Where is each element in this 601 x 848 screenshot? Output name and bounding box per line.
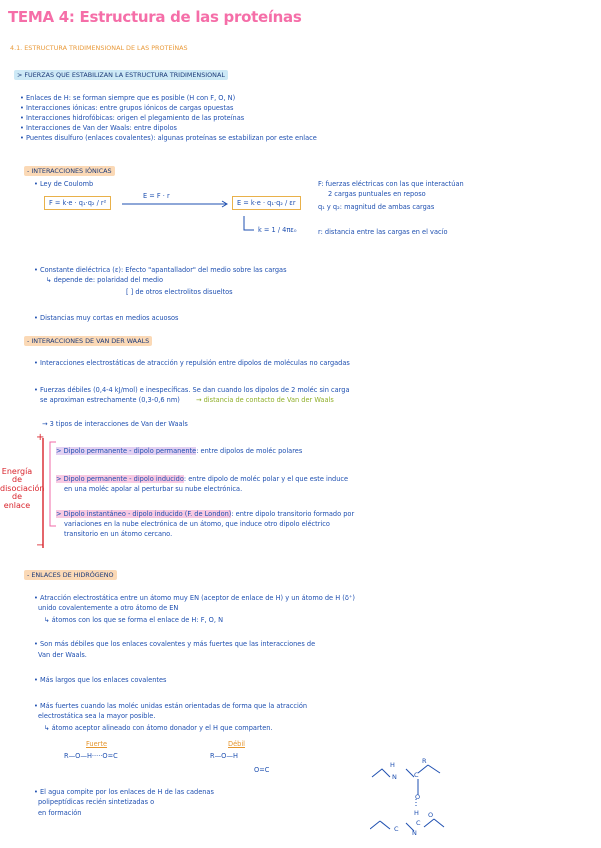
section-subtitle: 4.1. ESTRUCTURA TRIDIMENSIONAL DE LAS PROTEÍNAS [10, 44, 188, 52]
ionic-heading: - INTERACCIONES IÓNICAS [24, 166, 115, 176]
type1-desc: : entre dipolos de moléc polares [196, 447, 303, 455]
definition: r: distancia entre las cargas en el vacío [318, 228, 448, 236]
svg-text:N: N [412, 829, 417, 837]
definition: F: fuerzas eléctricas con las que interactúan [318, 180, 464, 188]
depends-text: [ ] de otros electrolitos disueltos [126, 288, 233, 296]
energy-axis-label: Energía de disociación de enlace [0, 467, 45, 510]
type3-desc-cont: variaciones en la nube electrónica de un átomo, que induce otro dipolo eléctrico [64, 520, 330, 528]
k-constant: k = 1 / 4πε₀ [258, 226, 297, 234]
weak-label: Débil [228, 740, 245, 748]
hbond-heading: - ENLACES DE HIDRÓGENO [24, 570, 117, 580]
svg-text:O: O [428, 811, 434, 819]
corner-arrow-icon [242, 216, 256, 234]
coulomb-formula-box: F = k·e · q₁·q₂ / r² [44, 196, 111, 210]
vdw-paragraph: • Interacciones electrostáticas de atracción y repulsión entre dipolos de moléculas no cargadas [34, 359, 350, 367]
type2-label: > Dipolo permanente - dipolo inducido [56, 475, 184, 483]
energy-formula-box: E = k·e · q₁·q₂ / εr [232, 196, 301, 210]
depends-text: ↳ depende de: polaridad del medio [46, 276, 164, 284]
type3-desc-cont: transitorio en un átomo cercano. [64, 530, 173, 538]
hbond-paragraph: Van der Waals. [38, 651, 87, 659]
definition: q₁ y q₂: magnitud de ambas cargas [318, 203, 435, 211]
svg-text:N: N [392, 773, 397, 781]
list-item: • Enlaces de H: se forman siempre que es posible (H con F, O, N) [20, 94, 236, 102]
type2-desc-cont: en una moléc apolar al perturbar su nube electrónica. [64, 485, 243, 493]
svg-text:H: H [390, 761, 395, 769]
hbond-paragraph: en formación [38, 809, 82, 817]
vdw-paragraph: se aproximan estrechamente (0,3-0,6 nm) [40, 396, 180, 404]
vdw-paragraph: • Fuerzas débiles (0,4-4 kJ/mol) e inespecíficas. Se dan cuando los dipolos de 2 moléc sin carga [34, 386, 350, 394]
minus-sign: − [36, 540, 45, 551]
peptide-structure-icon [370, 755, 490, 845]
svg-text:C: C [414, 771, 419, 779]
right-arrow-icon [122, 200, 232, 208]
type3-desc: : entre dipolo transitorio formado por [231, 510, 355, 518]
svg-text:H: H [414, 809, 419, 817]
arrow-label: E = F · r [143, 192, 170, 200]
hbond-paragraph: • Atracción electrostática entre un átomo muy EN (aceptor de enlace de H) y un átomo de H (δ⁺) [34, 594, 355, 602]
strong-label: Fuerte [86, 740, 108, 748]
hbond-atoms: ↳ átomos con los que se forma el enlace de H: F, O, N [44, 616, 224, 624]
svg-text:O: O [415, 793, 421, 801]
plus-sign: + [36, 432, 45, 443]
svg-text:R: R [422, 757, 427, 765]
definition: 2 cargas puntuales en reposo [328, 190, 426, 198]
list-item: • Interacciones iónicas: entre grupos iónicos de cargas opuestas [20, 104, 234, 112]
page-title: TEMA 4: Estructura de las proteínas [8, 8, 302, 26]
hbond-paragraph: unido covalentemente a otro átomo de EN [38, 604, 179, 612]
hbond-alignment: ↳ átomo aceptor alineado con átomo donador y el H que comparten. [44, 724, 273, 732]
list-item: • Interacciones hidrofóbicas: origen el plegamiento de las proteínas [20, 114, 245, 122]
distance-text: • Distancias muy cortas en medios acuosos [34, 314, 179, 322]
type2-desc: : entre dipolo de moléc polar y el que este induce [183, 475, 349, 483]
hbond-paragraph: • Más fuertes cuando las moléc unidas están orientadas de forma que la atracción [34, 702, 308, 710]
type1-label: > Dipolo permanente - dipolo permanente [56, 447, 197, 455]
weak-molecule: R—O—H [210, 752, 238, 760]
forces-heading: > FUERZAS QUE ESTABILIZAN LA ESTRUCTURA TRIDIMENSIONAL [14, 70, 228, 80]
hbond-paragraph: electrostática sea la mayor posible. [38, 712, 156, 720]
svg-text:C: C [416, 819, 421, 827]
vdw-heading: - INTERACCIONES DE VAN DER WAALS [24, 336, 152, 346]
strong-molecule: R—O—H·····O=C [64, 752, 118, 760]
svg-text:C: C [394, 825, 399, 833]
list-item: • Interacciones de Van der Waals: entre dipolos [20, 124, 177, 132]
list-item: • Puentes disulfuro (enlaces covalentes): algunas proteínas se estabilizan por este enlace [20, 134, 317, 142]
vdw-contact-distance: → distancia de contacto de Van der Waals [196, 396, 334, 404]
hbond-paragraph: • El agua compite por los enlaces de H de las cadenas [34, 788, 214, 796]
hbond-paragraph: • Más largos que los enlaces covalentes [34, 676, 167, 684]
dielectric-text: • Constante dieléctrica (ε): Efecto "apantallador" del medio sobre las cargas [34, 266, 287, 274]
vdw-types: → 3 tipos de interacciones de Van der Waals [42, 420, 188, 428]
coulomb-law: • Ley de Coulomb [34, 180, 94, 188]
hbond-paragraph: • Son más débiles que los enlaces covalentes y más fuertes que las interacciones de [34, 640, 316, 648]
type3-label: > Dipolo instantáneo - dipolo inducido (F. de London) [56, 510, 232, 518]
weak-molecule-acceptor: O=C [254, 766, 270, 774]
hbond-paragraph: polipeptídicas recién sintetizadas o [38, 798, 155, 806]
